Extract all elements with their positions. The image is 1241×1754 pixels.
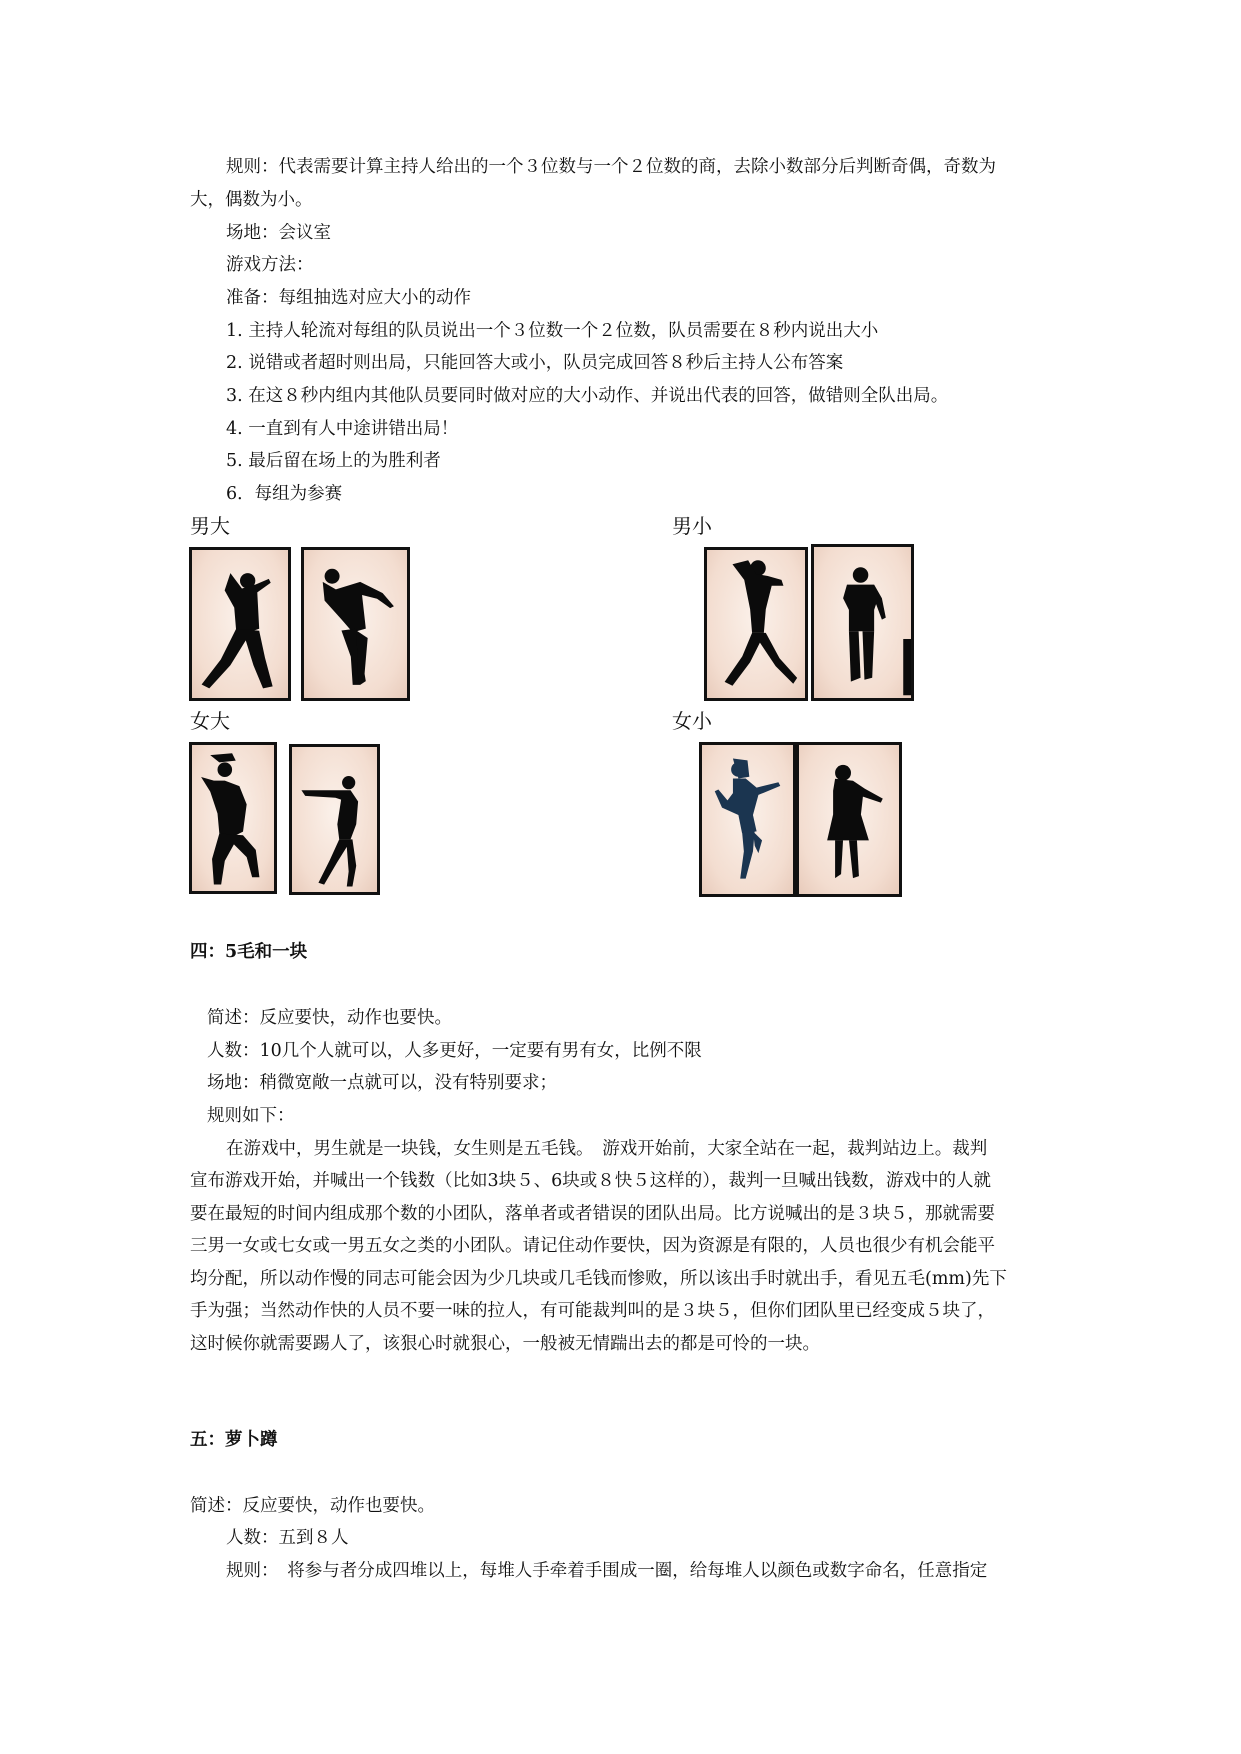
dancer-silhouette-icon: [292, 747, 377, 892]
dancer-silhouette-icon: [192, 550, 288, 698]
female-big-photo-2: [289, 744, 380, 895]
male-big-photo-2: [301, 547, 410, 701]
rule-line-2: 大，偶数为小。: [190, 190, 313, 210]
step-5: 5. 最后留在场上的为胜利者: [226, 451, 441, 471]
dancer-silhouette-icon: [304, 550, 407, 698]
male-small-photo-1: [704, 547, 808, 701]
rules-line-5: 规则： 将参与者分成四堆以上，每堆人手牵着手围成一圈，给每堆人以颜色或数字命名，任意指定: [226, 1561, 988, 1581]
method-line: 游戏方法：: [226, 255, 314, 275]
paragraph-line-7: 这时候你就需要踢人了，该狠心时就狠心，一般被无情踹出去的都是可怜的一块。: [190, 1334, 820, 1354]
headcount-line-5: 人数：五到８人: [226, 1528, 349, 1548]
label-male-big: 男大: [190, 514, 230, 538]
paragraph-line-5: 均分配，所以动作慢的同志可能会因为少几块或几毛钱而惨败，所以该出手时就出手，看见五毛(mm)先下: [190, 1269, 1007, 1289]
step-4: 4. 一直到有人中途讲错出局！: [226, 419, 459, 439]
section-4-title: 四：5毛和一块: [190, 942, 308, 962]
dancer-silhouette-icon: [799, 745, 899, 894]
summary-line-5: 简述：反应要快，动作也要快。: [190, 1496, 435, 1516]
male-big-photo-1: [189, 547, 291, 701]
male-small-photo-2: [811, 544, 914, 701]
label-male-small: 男小: [672, 514, 712, 538]
step-3: 3. 在这８秒内组内其他队员要同时做对应的大小动作、并说出代表的回答，做错则全队出局。: [226, 386, 949, 406]
venue-line-4: 场地：稍微宽敞一点就可以，没有特别要求；: [207, 1073, 557, 1093]
rule-line-1: 规则：代表需要计算主持人给出的一个３位数与一个２位数的商，去除小数部分后判断奇偶，奇数为: [226, 157, 996, 177]
step-2: 2. 说错或者超时则出局，只能回答大或小，队员完成回答８秒后主持人公布答案: [226, 353, 844, 373]
paragraph-line-3: 要在最短的时间内组成那个数的小团队，落单者或者错误的团队出局。比方说喊出的是３块５，那就需要: [190, 1204, 995, 1224]
paragraph-line-6: 手为强；当然动作快的人员不要一味的拉人，有可能裁判叫的是３块５，但你们团队里已经变成５块了，: [190, 1301, 995, 1321]
label-female-small: 女小: [672, 709, 712, 733]
label-female-big: 女大: [190, 709, 230, 733]
step-6: 6．每组为参赛: [226, 484, 343, 504]
rules-heading: 规则如下：: [207, 1106, 295, 1126]
dancer-silhouette-icon: [192, 745, 274, 891]
dancer-silhouette-icon: [814, 547, 911, 698]
headcount-line: 人数：10几个人就可以，人多更好，一定要有男有女，比例不限: [207, 1041, 702, 1061]
paragraph-line-1: 在游戏中，男生就是一块钱，女生则是五毛钱。 游戏开始前，大家全站在一起，裁判站边上。裁判: [226, 1139, 988, 1159]
prep-line: 准备：每组抽选对应大小的动作: [226, 288, 471, 308]
summary-line: 简述：反应要快，动作也要快。: [207, 1008, 452, 1028]
section-5-title: 五：萝卜蹲: [190, 1430, 278, 1450]
paragraph-line-2: 宣布游戏开始，并喊出一个钱数（比如3块５、6块或８快５这样的），裁判一旦喊出钱数，游戏中的人就: [190, 1171, 992, 1191]
female-small-photo-1: [699, 742, 796, 897]
step-1: 1. 主持人轮流对每组的队员说出一个３位数一个２位数，队员需要在８秒内说出大小: [226, 321, 879, 341]
dancer-silhouette-icon: [702, 745, 793, 894]
female-small-photo-2: [796, 742, 902, 897]
dancer-silhouette-icon: [707, 550, 805, 698]
female-big-photo-1: [189, 742, 277, 894]
paragraph-line-4: 三男一女或七女或一男五女之类的小团队。请记住动作要快，因为资源是有限的，人员也很少有机会能平: [190, 1236, 995, 1256]
venue-line: 场地：会议室: [226, 223, 331, 243]
